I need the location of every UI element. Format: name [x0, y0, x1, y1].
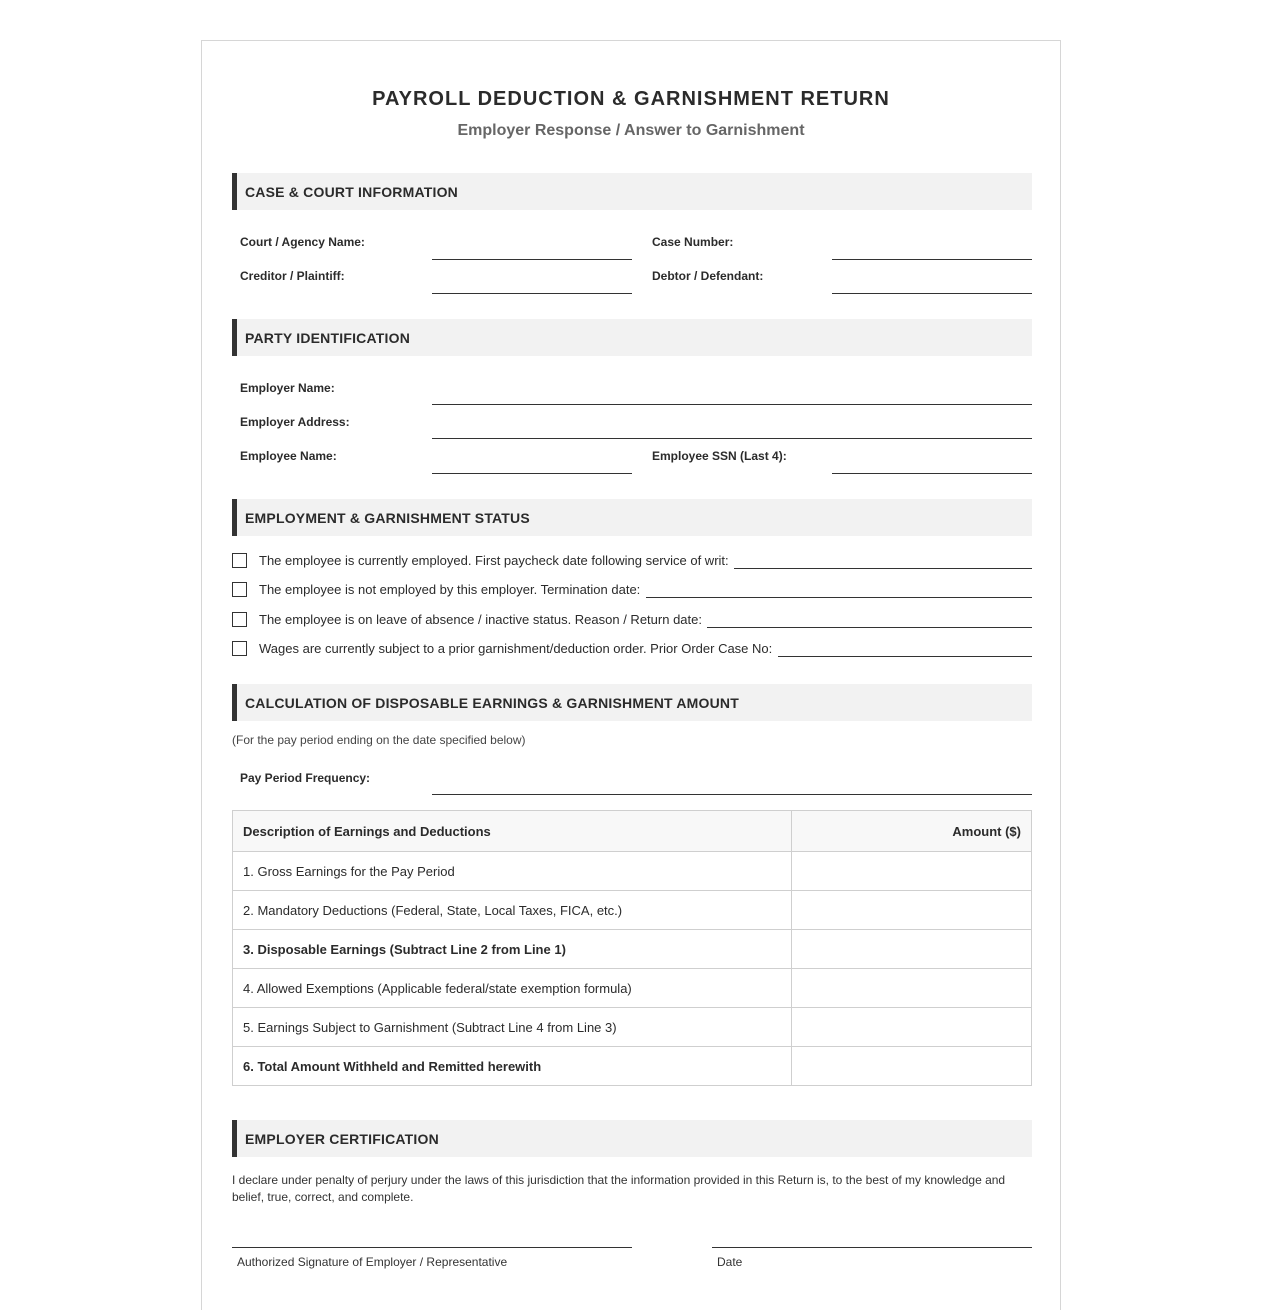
- table-row: [233, 969, 1032, 1008]
- column-header-amount: Amount ($): [792, 811, 1032, 852]
- row-description: 4. Allowed Exemptions (Applicable federal/state exemption formula): [233, 969, 792, 1008]
- reason-return-date-field[interactable]: [707, 627, 1032, 628]
- status-text-employed: The employee is currently employed. First paycheck date following service of writ:: [259, 553, 729, 568]
- form-subtitle: Employer Response / Answer to Garnishment: [457, 122, 805, 139]
- employee-name-label: Employee Name:: [240, 449, 337, 463]
- table-row: [233, 1008, 1032, 1047]
- termination-date-field[interactable]: [646, 597, 1032, 598]
- employee-ssn-label: Employee SSN (Last 4):: [652, 449, 787, 463]
- status-checkbox-prior-order[interactable]: [232, 641, 247, 656]
- section-title: CASE & COURT INFORMATION: [245, 184, 458, 200]
- row-amount-field[interactable]: [792, 1008, 1032, 1047]
- employee-ssn-field[interactable]: [832, 473, 1032, 474]
- perjury-declaration: I declare under penalty of perjury under the laws of this jurisdiction that the information provided in this Return is, to the best of my knowledge and belief, true, correct, and complete.: [232, 1173, 1006, 1204]
- section-title: EMPLOYER CERTIFICATION: [245, 1131, 439, 1147]
- row-description: 3. Disposable Earnings (Subtract Line 2 from Line 1): [233, 930, 792, 969]
- employer-name-field[interactable]: [432, 404, 1032, 405]
- creditor-field[interactable]: [432, 293, 632, 294]
- employer-address-label: Employer Address:: [240, 415, 350, 429]
- first-paycheck-date-field[interactable]: [734, 568, 1032, 569]
- form-page: [201, 40, 1061, 1310]
- section-header-party: [232, 319, 1032, 356]
- table-row: [233, 891, 1032, 930]
- status-text-not-employed: The employee is not employed by this employer. Termination date:: [259, 582, 641, 597]
- earnings-table: [232, 810, 1032, 1086]
- pay-frequency-label: Pay Period Frequency:: [240, 771, 371, 785]
- table-row: [233, 1047, 1032, 1086]
- employer-name-label: Employer Name:: [240, 381, 335, 395]
- row-amount-field[interactable]: [792, 930, 1032, 969]
- section-header-status: [232, 499, 1032, 536]
- section-header-certification: [232, 1120, 1032, 1157]
- section-title: PARTY IDENTIFICATION: [245, 330, 410, 346]
- row-amount-field[interactable]: [792, 1047, 1032, 1086]
- signature-label: Authorized Signature of Employer / Representative: [237, 1255, 508, 1269]
- court-agency-field[interactable]: [432, 259, 632, 260]
- employer-address-field[interactable]: [432, 438, 1032, 439]
- case-number-field[interactable]: [832, 259, 1032, 260]
- date-line[interactable]: [712, 1247, 1032, 1248]
- status-checkbox-employed[interactable]: [232, 553, 247, 568]
- employee-name-field[interactable]: [432, 473, 632, 474]
- case-number-label: Case Number:: [652, 235, 734, 249]
- debtor-label: Debtor / Defendant:: [652, 269, 764, 283]
- table-header-row: [233, 811, 1032, 852]
- section-title: EMPLOYMENT & GARNISHMENT STATUS: [245, 510, 530, 526]
- creditor-label: Creditor / Plaintiff:: [240, 269, 345, 283]
- status-text-leave: The employee is on leave of absence / inactive status. Reason / Return date:: [259, 612, 702, 627]
- status-text-prior-order: Wages are currently subject to a prior garnishment/deduction order. Prior Order Case No:: [259, 641, 773, 656]
- form-title: PAYROLL DEDUCTION & GARNISHMENT RETURN: [372, 88, 890, 110]
- section-title: CALCULATION OF DISPOSABLE EARNINGS & GARNISHMENT AMOUNT: [245, 695, 739, 711]
- section-header-calculation: [232, 684, 1032, 721]
- section-header-case: [232, 173, 1032, 210]
- row-amount-field[interactable]: [792, 969, 1032, 1008]
- row-description: 1. Gross Earnings for the Pay Period: [233, 852, 792, 891]
- table-row: [233, 930, 1032, 969]
- row-description: 5. Earnings Subject to Garnishment (Subtract Line 4 from Line 3): [233, 1008, 792, 1047]
- debtor-field[interactable]: [832, 293, 1032, 294]
- row-description: 6. Total Amount Withheld and Remitted herewith: [233, 1047, 792, 1086]
- prior-order-case-field[interactable]: [778, 656, 1032, 657]
- status-checkbox-not-employed[interactable]: [232, 582, 247, 597]
- court-agency-label: Court / Agency Name:: [240, 235, 365, 249]
- status-checkbox-leave[interactable]: [232, 612, 247, 627]
- row-description: 2. Mandatory Deductions (Federal, State, Local Taxes, FICA, etc.): [233, 891, 792, 930]
- row-amount-field[interactable]: [792, 891, 1032, 930]
- table-row: [233, 852, 1032, 891]
- pay-frequency-field[interactable]: [432, 794, 1032, 795]
- row-amount-field[interactable]: [792, 852, 1032, 891]
- column-header-description: Description of Earnings and Deductions: [233, 811, 792, 852]
- date-label: Date: [717, 1255, 743, 1269]
- pay-period-note: (For the pay period ending on the date specified below): [232, 733, 526, 747]
- signature-line[interactable]: [232, 1247, 632, 1248]
